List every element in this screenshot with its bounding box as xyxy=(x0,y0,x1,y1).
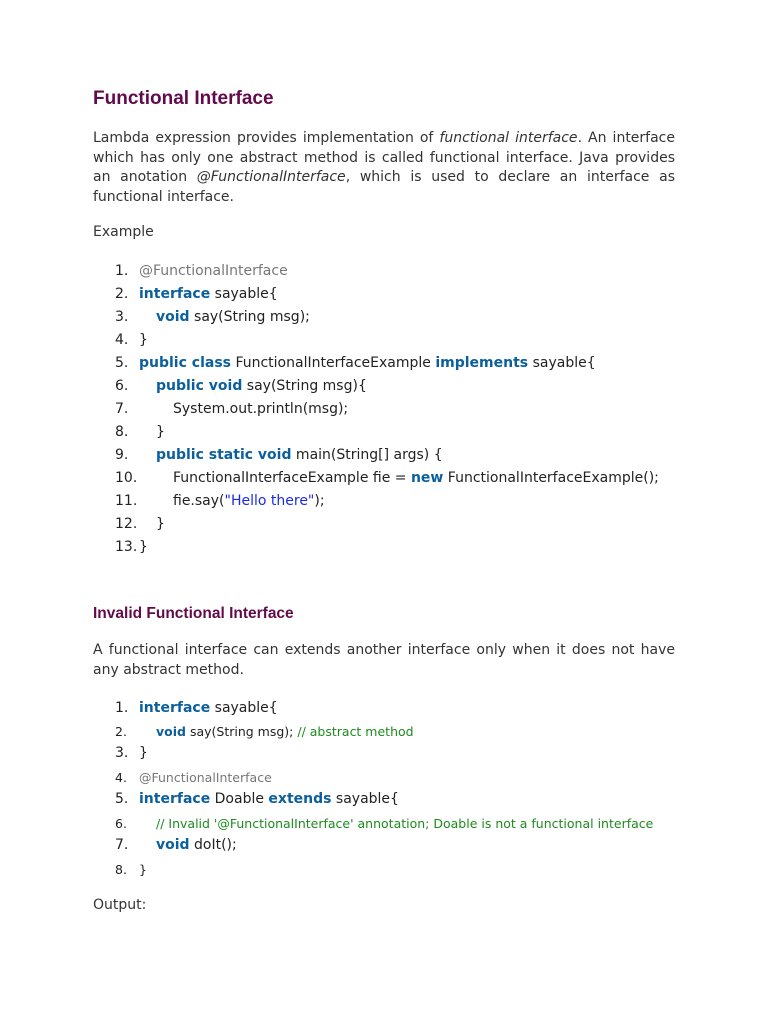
intro-italic-1: functional interface xyxy=(439,130,578,146)
code-text: sayable{ xyxy=(210,286,278,302)
line-number: 9. xyxy=(115,447,129,463)
keyword: interface xyxy=(139,286,211,302)
invalid-section-title: Invalid Functional Interface xyxy=(93,605,294,622)
line-number: 3. xyxy=(115,745,129,761)
line-number: 12. xyxy=(115,516,138,532)
intro-italic-2: @FunctionalInterface xyxy=(196,169,346,185)
line-number: 10. xyxy=(115,470,138,486)
line-number: 7. xyxy=(115,401,129,417)
intro-paragraph xyxy=(93,129,675,207)
code-text: ); xyxy=(314,493,325,509)
line-number: 3. xyxy=(115,309,129,325)
line-number: 1. xyxy=(115,700,129,716)
line-number: 5. xyxy=(115,355,129,371)
code-text: main(String[] args) { xyxy=(291,447,443,463)
code-text: say(String msg); xyxy=(185,724,298,739)
code-text: } xyxy=(156,424,165,440)
code-text: } xyxy=(139,745,148,761)
code-text: say(String msg); xyxy=(189,309,310,325)
output-label: Output: xyxy=(93,897,147,913)
code-text: sayable{ xyxy=(528,355,596,371)
code-text: } xyxy=(139,539,148,555)
code-text: } xyxy=(156,516,165,532)
line-number: 6. xyxy=(115,816,127,831)
keyword: public static void xyxy=(156,447,292,463)
intro-text-3: , which is used to declare an interface as functional interface. xyxy=(93,169,675,205)
page-title: Functional Interface xyxy=(93,88,274,109)
code-text: } xyxy=(139,332,148,348)
code-text: sayable{ xyxy=(210,700,278,716)
line-number: 7. xyxy=(115,837,129,853)
intro-text-1: Lambda expression provides implementation of xyxy=(93,130,440,146)
line-number: 2. xyxy=(115,724,127,739)
code-text: Doable xyxy=(210,791,269,807)
intro-text-2: . An interface which has only one abstract method is called functional interface. Java provides an anotation xyxy=(93,130,675,185)
annotation: @FunctionalInterface xyxy=(139,263,288,279)
keyword: new xyxy=(410,470,444,486)
line-number: 11. xyxy=(115,493,138,509)
code-text: FunctionalInterfaceExample fie = xyxy=(173,470,411,486)
code-text: say(String msg){ xyxy=(242,378,367,394)
keyword: interface xyxy=(139,700,211,716)
example-label: Example xyxy=(93,224,154,240)
line-number: 8. xyxy=(115,424,129,440)
invalid-paragraph: A functional interface can extends another interface only when it does not have any abstract method. xyxy=(93,642,675,678)
keyword: public void xyxy=(156,378,243,394)
code-comment: // Invalid '@FunctionalInterface' annotation; Doable is not a functional interface xyxy=(156,816,654,831)
keyword: void xyxy=(156,837,190,853)
keyword: void xyxy=(156,724,186,739)
code-text: sayable{ xyxy=(331,791,399,807)
line-number: 4. xyxy=(115,770,127,785)
code-text: FunctionalInterfaceExample(); xyxy=(443,470,659,486)
line-number: 2. xyxy=(115,286,129,302)
code-text: fie.say( xyxy=(173,493,225,509)
line-number: 4. xyxy=(115,332,129,348)
code-text: doIt(); xyxy=(189,837,237,853)
keyword: extends xyxy=(268,791,332,807)
keyword: implements xyxy=(435,355,529,371)
annotation: @FunctionalInterface xyxy=(139,770,272,785)
code-text: FunctionalInterfaceExample xyxy=(231,355,436,371)
code-text: System.out.println(msg); xyxy=(173,401,349,417)
string-literal: "Hello there" xyxy=(224,493,315,509)
code-comment: // abstract method xyxy=(297,724,414,739)
line-number: 5. xyxy=(115,791,129,807)
keyword: interface xyxy=(139,791,211,807)
line-number: 1. xyxy=(115,263,129,279)
keyword: void xyxy=(156,309,190,325)
line-number: 13. xyxy=(115,539,138,555)
keyword: public class xyxy=(139,355,231,371)
line-number: 8. xyxy=(115,862,127,877)
code-text: } xyxy=(139,862,147,877)
line-number: 6. xyxy=(115,378,129,394)
